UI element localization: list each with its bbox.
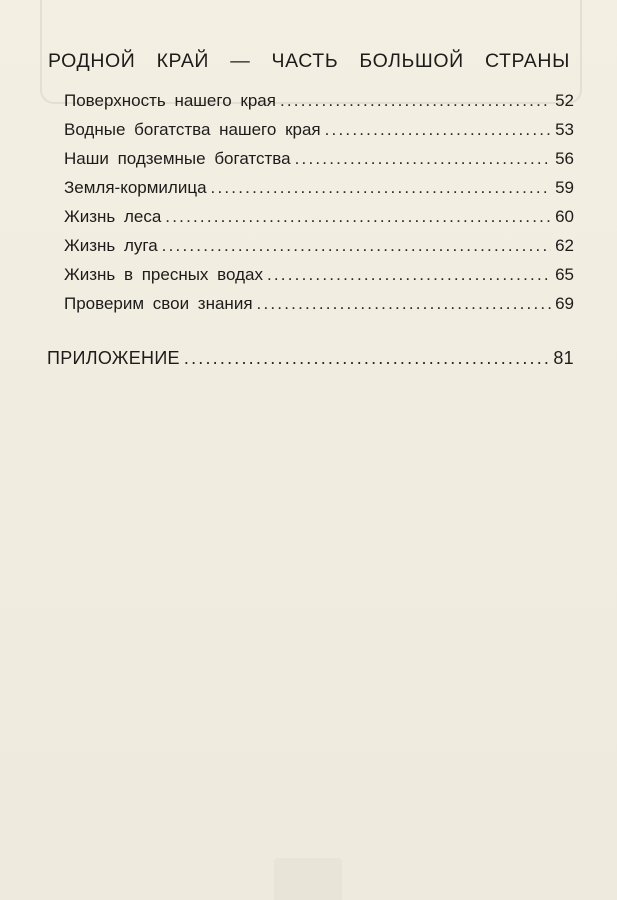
heading-word: РОДНОЙ bbox=[48, 50, 136, 72]
toc-entry[interactable] bbox=[64, 236, 574, 256]
toc-entry-page: 69 bbox=[555, 294, 574, 313]
toc-leader-dots bbox=[184, 348, 550, 369]
toc-entry[interactable] bbox=[64, 294, 574, 314]
toc-leader-dots bbox=[295, 149, 551, 169]
toc-appendix-entry[interactable] bbox=[47, 348, 574, 369]
toc-entry-page: 65 bbox=[555, 265, 574, 284]
heading-word: БОЛЬШОЙ bbox=[359, 50, 464, 72]
toc-entry-label: Водные богатства нашего края bbox=[64, 120, 321, 139]
toc-entry-label: Земля-кормилица bbox=[64, 178, 207, 197]
toc-entry[interactable] bbox=[64, 149, 574, 169]
toc-leader-dots bbox=[162, 236, 551, 256]
toc-entry-label: Жизнь леса bbox=[64, 207, 162, 226]
toc-entry-page: 60 bbox=[555, 207, 574, 226]
toc-entry[interactable] bbox=[64, 265, 574, 285]
toc-entry-page: 59 bbox=[555, 178, 574, 197]
toc-entry-label: Наши подземные богатства bbox=[64, 149, 291, 168]
toc-entry[interactable] bbox=[64, 120, 574, 140]
toc-entry-page: 52 bbox=[555, 91, 574, 110]
toc-entry-page: 56 bbox=[555, 149, 574, 168]
toc-leader-dots bbox=[257, 294, 552, 314]
toc-leader-dots bbox=[211, 178, 552, 198]
toc-entry-page: 53 bbox=[555, 120, 574, 139]
toc-entry-label: Жизнь луга bbox=[64, 236, 158, 255]
toc-leader-dots bbox=[325, 120, 551, 140]
toc-leader-dots bbox=[267, 265, 551, 285]
toc-entry-page: 81 bbox=[553, 348, 574, 368]
toc-entry-label: Поверхность нашего края bbox=[64, 91, 276, 110]
page-number-tab bbox=[274, 858, 342, 900]
heading-word: СТРАНЫ bbox=[484, 50, 570, 72]
heading-word: КРАЙ bbox=[156, 50, 210, 72]
toc-entry[interactable] bbox=[64, 178, 574, 198]
heading-word: ЧАСТЬ bbox=[271, 50, 339, 72]
toc-entry-page: 62 bbox=[555, 236, 574, 255]
section-heading bbox=[48, 50, 570, 73]
toc-entry[interactable] bbox=[64, 91, 574, 111]
toc-leader-dots bbox=[280, 91, 551, 111]
toc-entry-label: ПРИЛОЖЕНИЕ bbox=[47, 348, 180, 368]
heading-word: — bbox=[230, 50, 251, 72]
toc-leader-dots bbox=[165, 207, 551, 227]
toc-entry[interactable] bbox=[64, 207, 574, 227]
toc-entry-label: Жизнь в пресных водах bbox=[64, 265, 263, 284]
toc-entry-label: Проверим свои знания bbox=[64, 294, 253, 313]
